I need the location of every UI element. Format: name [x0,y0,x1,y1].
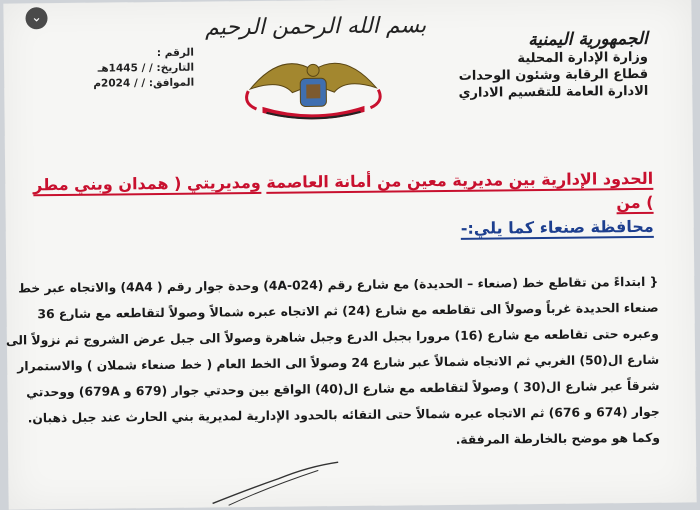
republic-name: الجمهورية اليمنية [528,28,648,51]
eagle-emblem [242,50,385,121]
body-line: وكما هو موضح بالخارطة المرفقة. [455,430,661,447]
document-page [3,0,696,510]
date-hijri: التاريخ: / / 1445هـ [97,61,195,75]
body-line: وعبره حتى تقاطعه مع شارع (16) مرورا بجبل الدرع وجبل شاهرة وصولاً الى جبل عرض الشروج ثم نزولاً الى [5,326,659,348]
chevron-down-icon[interactable]: ⌄ [25,7,47,29]
body-line: صنعاء الحديدة غرباً وصولاً الى تقاطعه مع شارع (24) ثم الاتجاه عبره شمالاً وصولاً لتقاطعه مع شارع 36 [37,300,659,322]
letterhead [428,29,649,102]
document-body [5,269,661,458]
body-line: شارع ال(50) الغربي ثم الاتجاه شمالاً عبر شارع 24 وصولاً الى الخط العام ( خط صنعاء شملان ) والاستمرار [17,352,660,374]
title-part-2: ومديريتي ( همدان وبني مطر ) من [32,172,654,213]
ministry-name: وزارة الإدارة المحلية [517,49,649,67]
body-line: جوار (674 و 676) ثم الاتجاه عبره شمالاً حتى التقائه بالحدود الإدارية لمديرية بني الحارث عند جبل ذهبان. [27,404,660,426]
basmala: بسم الله الرحمن الرحيم [204,13,427,41]
body-line: { ابتداءً من تقاطع خط (صنعاء – الحديدة) مع شارع رقم (4A-024) وحدة جوار رقم ( 4A4) والاتجاه عبر خط [18,274,659,296]
date-gregorian: الموافق: / / 2024م [93,76,195,90]
title-part-1: الحدود الإدارية بين مديرية معين من أمانة العاصمة [266,168,654,192]
title-part-3: محافظة صنعاء كما يلي:- [460,216,654,238]
sector-name: قطاع الرقابة وشئون الوحدات [458,66,649,84]
signature-mark [208,458,348,507]
ref-label: الرقم : [156,46,194,60]
document-title [23,167,654,246]
body-line: شرقاً عبر شارع ال(30 ) وصولاً لتقاطعه مع شارع ال(40) الواقع بين وحدتي جوار (679 و 679A) ووحدتي [26,378,660,400]
department-name: الادارة العامة للتقسيم الاداري [458,83,649,101]
reference-block [64,46,194,92]
